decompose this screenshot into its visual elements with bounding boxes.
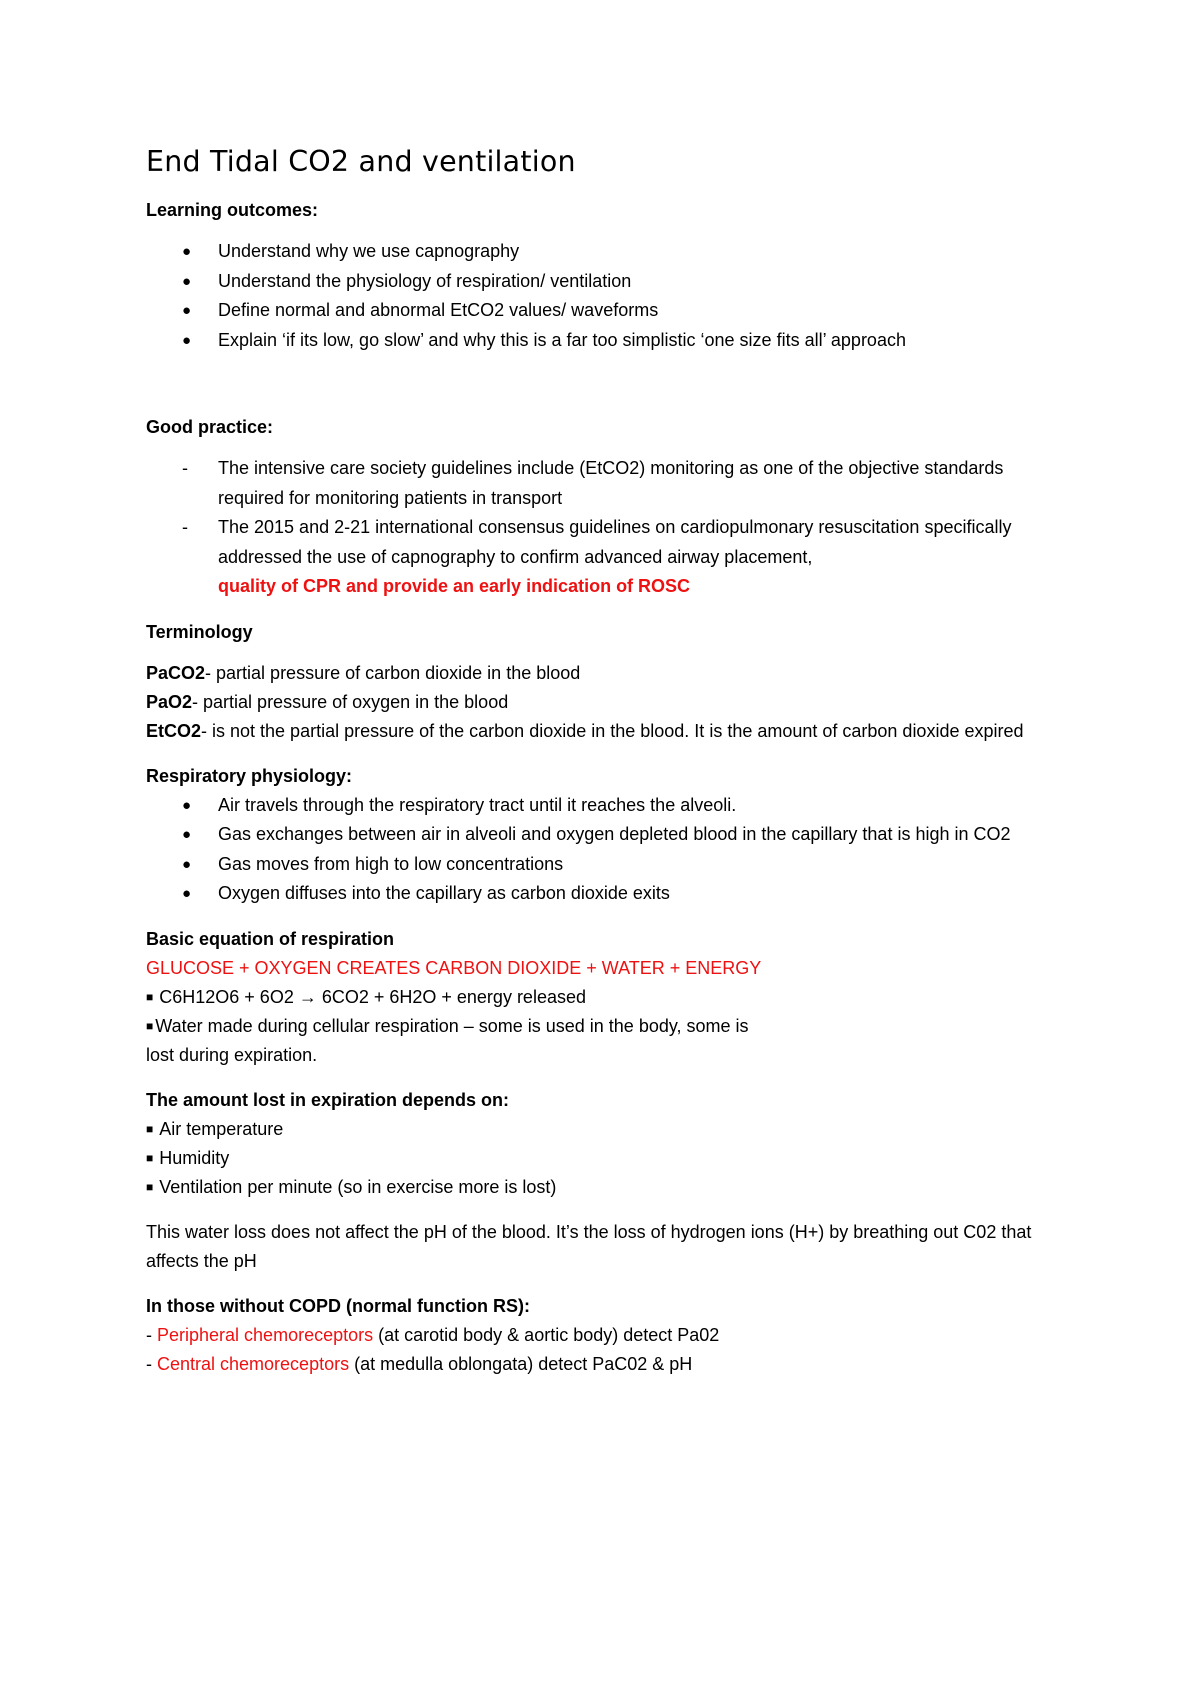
copd-heading: In those without COPD (normal function RS): <box>146 1295 530 1316</box>
square-bullet-icon: ■ <box>146 1018 154 1033</box>
list-item: ● Oxygen diffuses into the capillary as carbon dioxide exits <box>146 879 1066 909</box>
peripheral-chemoreceptors-line: - Peripheral chemoreceptors (at carotid body & aortic body) detect Pa02 <box>146 1324 720 1345</box>
list-item: ■ Humidity <box>146 1147 230 1168</box>
list-item: ● Gas exchanges between air in alveoli and oxygen depleted blood in the capillary that is high in CO2 <box>146 820 1066 850</box>
bullet-icon: ● <box>182 885 192 902</box>
list-item: ● Understand why we use capnography <box>146 237 1066 267</box>
equation-formula: ■ C6H12O6 + 6O2 → 6CO2 + 6H2O + energy released <box>146 986 586 1007</box>
bullet-icon: ● <box>182 331 192 349</box>
learning-outcomes-heading: Learning outcomes: <box>146 200 319 220</box>
equation-water-line-2: lost during expiration. <box>146 1044 318 1065</box>
list-item: ● Air travels through the respiratory tract until it reaches the alveoli. <box>146 791 1066 821</box>
equation-red-line: GLUCOSE + OXYGEN CREATES CARBON DIOXIDE + WATER + ENERGY <box>146 957 762 978</box>
expiration-heading: The amount lost in expiration depends on: <box>146 1089 510 1110</box>
list-item: ■ Ventilation per minute (so in exercise more is lost) <box>146 1176 557 1197</box>
list-item: - The 2015 and 2-21 international consensus guidelines on cardiopulmonary resuscitation specifically addressed the use of capnography to confirm advanced airway placement, quality of CPR and provide an early indication of ROSC <box>146 513 1066 602</box>
square-bullet-icon: ■ <box>146 1121 154 1136</box>
bullet-icon: ● <box>182 302 192 319</box>
central-chemoreceptors-line: - Central chemoreceptors (at medulla oblongata) detect PaC02 & pH <box>146 1353 693 1374</box>
dash-marker: - <box>182 517 188 537</box>
dash-marker: - <box>182 458 188 478</box>
page-title: End Tidal CO2 and ventilation <box>146 145 576 178</box>
term-pao2: PaO2- partial pressure of oxygen in the blood <box>146 691 509 712</box>
learning-outcomes-list <box>146 237 1066 355</box>
highlight-text: quality of CPR and provide an early indication of ROSC <box>218 576 691 596</box>
bullet-icon: ● <box>182 855 192 873</box>
list-item: ● Gas moves from high to low concentrations <box>146 850 1066 880</box>
equation-heading: Basic equation of respiration <box>146 928 395 949</box>
list-item: ● Understand the physiology of respiration/ ventilation <box>146 267 1066 297</box>
bullet-icon: ● <box>182 243 192 260</box>
physiology-list <box>146 791 1066 909</box>
term-paco2: PaCO2- partial pressure of carbon dioxide in the blood <box>146 662 581 683</box>
good-practice-list <box>146 454 1066 602</box>
list-item: ■ Air temperature <box>146 1118 284 1139</box>
good-practice-heading: Good practice: <box>146 417 274 437</box>
ph-note: This water loss does not affect the pH of the blood. It’s the loss of hydrogen ions (H+) by breathing out C02 that affects the pH <box>146 1221 1032 1271</box>
term-etco2: EtCO2- is not the partial pressure of the carbon dioxide in the blood. It is the amount of carbon dioxide expired <box>146 720 1024 741</box>
bullet-icon: ● <box>182 826 192 843</box>
list-item: ● Explain ‘if its low, go slow’ and why this is a far too simplistic ‘one size fits all’ approach <box>146 326 1066 356</box>
bullet-icon: ● <box>182 272 192 290</box>
list-item: ● Define normal and abnormal EtCO2 values/ waveforms <box>146 296 1066 326</box>
list-item: - The intensive care society guidelines include (EtCO2) monitoring as one of the objective standards required for monitoring patients in transport <box>146 454 1066 513</box>
square-bullet-icon: ■ <box>146 1150 154 1165</box>
document-page <box>146 142 1066 1379</box>
terminology-heading: Terminology <box>146 621 253 642</box>
square-bullet-icon: ■ <box>146 989 154 1004</box>
square-bullet-icon: ■ <box>146 1179 154 1194</box>
physiology-heading: Respiratory physiology: <box>146 765 353 786</box>
equation-water-line: ■ Water made during cellular respiration – some is used in the body, some is <box>146 1015 749 1036</box>
bullet-icon: ● <box>182 796 192 814</box>
